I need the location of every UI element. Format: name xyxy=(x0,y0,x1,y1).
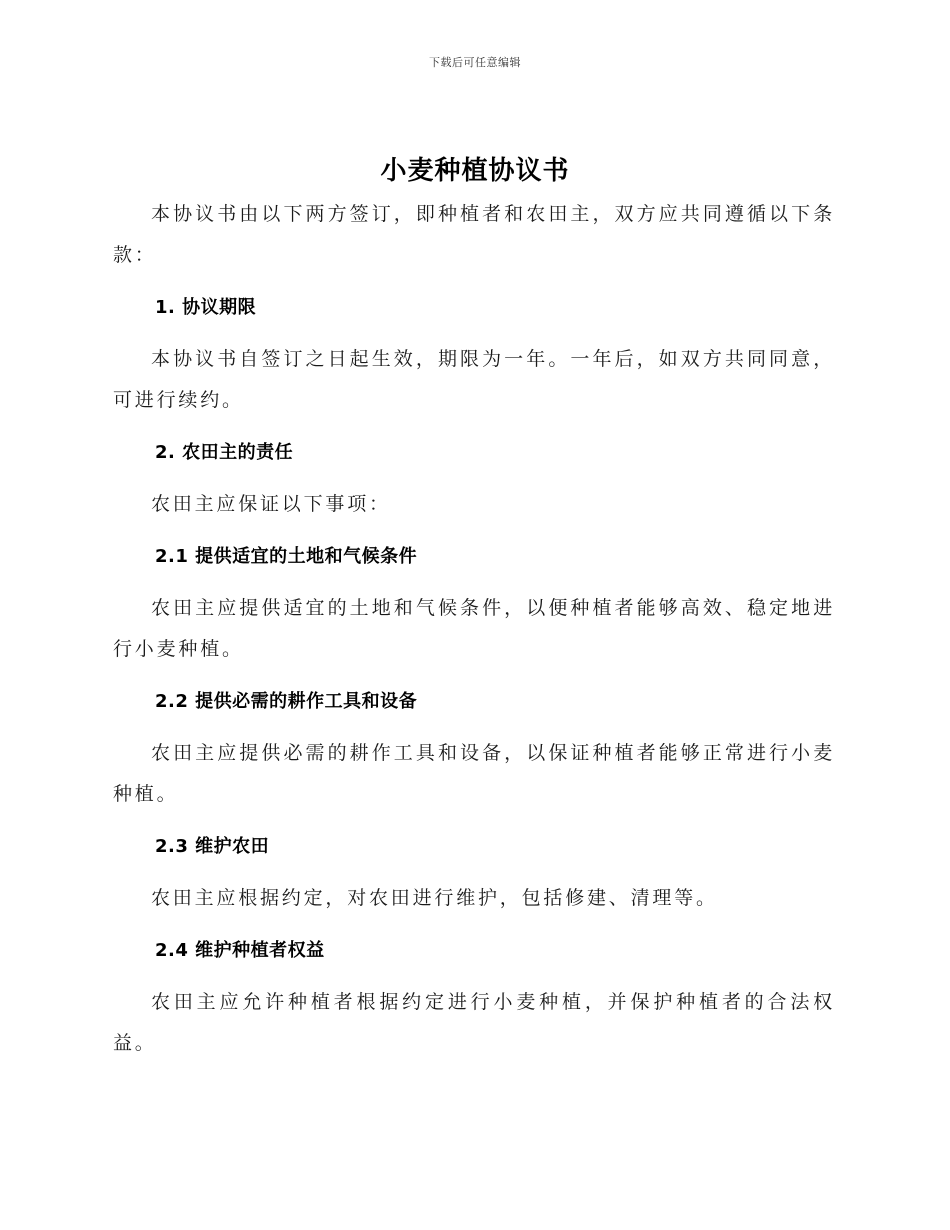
document-body xyxy=(113,194,835,1064)
section-heading-1: 1. 协议期限 xyxy=(155,297,257,318)
section-heading-2-1: 2.1 提供适宜的土地和气候条件 xyxy=(155,546,418,567)
section-text-2: 农田主应保证以下事项： xyxy=(151,493,391,515)
section-heading-2-3: 2.3 维护农田 xyxy=(155,836,270,857)
section-text-2-4: 农田主应允许种植者根据约定进行小麦种植，并保护种植者的合法权益。 xyxy=(113,991,835,1054)
section-text-2-3: 农田主应根据约定，对农田进行维护，包括修建、清理等。 xyxy=(151,887,718,909)
header-note: 下载后可任意编辑 xyxy=(429,56,521,69)
section-text-2-2: 农田主应提供必需的耕作工具和设备，以保证种植者能够正常进行小麦种植。 xyxy=(113,742,835,805)
document-title: 小麦种植协议书 xyxy=(380,156,570,186)
section-heading-2: 2. 农田主的责任 xyxy=(155,442,294,463)
intro-paragraph: 本协议书由以下两方签订，即种植者和农田主，双方应共同遵循以下条款： xyxy=(113,203,835,266)
section-heading-2-2: 2.2 提供必需的耕作工具和设备 xyxy=(155,691,418,712)
section-text-2-1: 农田主应提供适宜的土地和气候条件，以便种植者能够高效、稳定地进行小麦种植。 xyxy=(113,597,835,660)
section-heading-2-4: 2.4 维护种植者权益 xyxy=(155,940,325,961)
section-text-1: 本协议书自签订之日起生效，期限为一年。一年后，如双方共同同意，可进行续约。 xyxy=(113,348,835,411)
